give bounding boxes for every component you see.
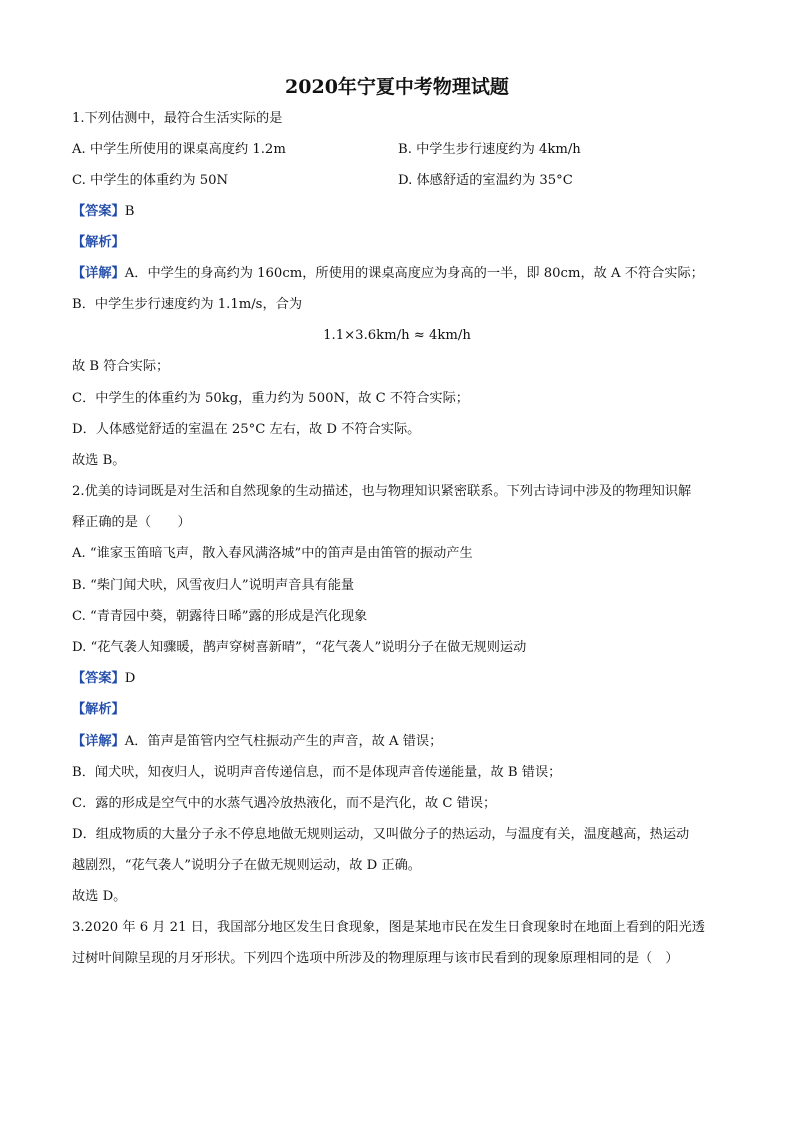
question-2-detail-line-2: B．闻犬吠，知夜归人，说明声音传递信息，而不是体现声音传递能量，故 B 错误；: [72, 765, 562, 780]
question-3-stem-line-1: 3.2020 年 6 月 21 日，我国部分地区发生日食现象，图是某地市民在发生日食现象时在地面上看到的阳光透: [72, 920, 705, 935]
analysis-tag: 【解析】: [72, 702, 125, 717]
question-1-detail-text: A．中学生的身高约为 160cm，所使用的课桌高度应为身高的一半，即 80cm，故 A 不符合实际；: [124, 266, 704, 281]
question-1-analysis-tag: [72, 234, 125, 252]
question-1-detail-line-4: C．中学生的体重约为 50kg，重力约为 500N，故 C 不符合实际；: [72, 391, 469, 406]
question-2-option-b: B. “柴门闻犬吠，风雪夜归人”说明声音具有能量: [72, 578, 355, 593]
answer-tag: 【答案】: [72, 204, 125, 219]
question-1-detail-line-5: D．人体感觉舒适的室温在 25°C 左右，故 D 不符合实际。: [72, 422, 421, 437]
analysis-tag: 【解析】: [72, 235, 125, 250]
question-2-conclusion: 故选 D。: [72, 889, 127, 904]
question-2-stem-line-2: 释正确的是（ ）: [72, 515, 191, 530]
question-1-stem: 1.下列估测中，最符合生活实际的是: [72, 111, 283, 126]
question-1-answer-line: [72, 203, 134, 221]
question-2-option-a: A. “谁家玉笛暗飞声，散入春风满洛城”中的笛声是由笛管的振动产生: [72, 546, 473, 561]
question-1-option-a: A. 中学生所使用的课桌高度约 1.2m: [72, 142, 286, 157]
question-1-equation: 1.1×3.6km/h ≈ 4km/h: [323, 328, 471, 343]
detail-tag: 【详解】: [72, 734, 125, 749]
question-1-detail-line-2: B．中学生步行速度约为 1.1m/s，合为: [72, 297, 303, 312]
answer-tag: 【答案】: [72, 671, 125, 686]
question-2-option-c: C. “青青园中葵，朝露待日晞”露的形成是汽化现象: [72, 609, 368, 624]
question-2-detail-line-5: 越剧烈，“花气袭人”说明分子在做无规则运动，故 D 正确。: [72, 858, 421, 873]
question-1-answer: B: [124, 204, 135, 219]
question-1-option-b: B. 中学生步行速度约为 4km/h: [398, 142, 581, 157]
detail-tag: 【详解】: [72, 266, 125, 281]
question-2-detail-text: A．笛声是笛管内空气柱振动产生的声音，故 A 错误；: [124, 734, 443, 749]
question-2-answer: D: [124, 671, 136, 686]
question-1-option-d: D. 体感舒适的室温约为 35°C: [398, 173, 573, 188]
page-title: 2020年宁夏中考物理试题: [285, 76, 509, 98]
question-1-detail-line-3: 故 B 符合实际；: [72, 359, 170, 374]
question-1-conclusion: 故选 B。: [72, 453, 126, 468]
question-1-option-c: C. 中学生的体重约为 50N: [72, 173, 229, 188]
question-3-stem-line-2: 过树叶间隙呈现的月牙形状。下列四个选项中所涉及的物理原理与该市民看到的现象原理相同的是（ ）: [72, 951, 679, 966]
question-2-analysis-tag: [72, 701, 125, 719]
question-2-option-d: D. “花气袭人知骤暖，鹊声穿树喜新晴”，“花气袭人”说明分子在做无规则运动: [72, 640, 527, 655]
question-2-answer-line: [72, 670, 135, 688]
question-2-stem-line-1: 2.优美的诗词既是对生活和自然现象的生动描述，也与物理知识紧密联系。下列古诗词中涉及的物理知识解: [72, 484, 692, 499]
question-1-detail-line-1: [72, 265, 704, 283]
question-2-detail-line-1: [72, 733, 442, 751]
question-2-detail-line-3: C．露的形成是空气中的水蒸气遇冷放热液化，而不是汽化，故 C 错误；: [72, 796, 497, 811]
question-2-detail-line-4: D．组成物质的大量分子永不停息地做无规则运动，又叫做分子的热运动，与温度有关，温度越高，热运动: [72, 827, 690, 842]
